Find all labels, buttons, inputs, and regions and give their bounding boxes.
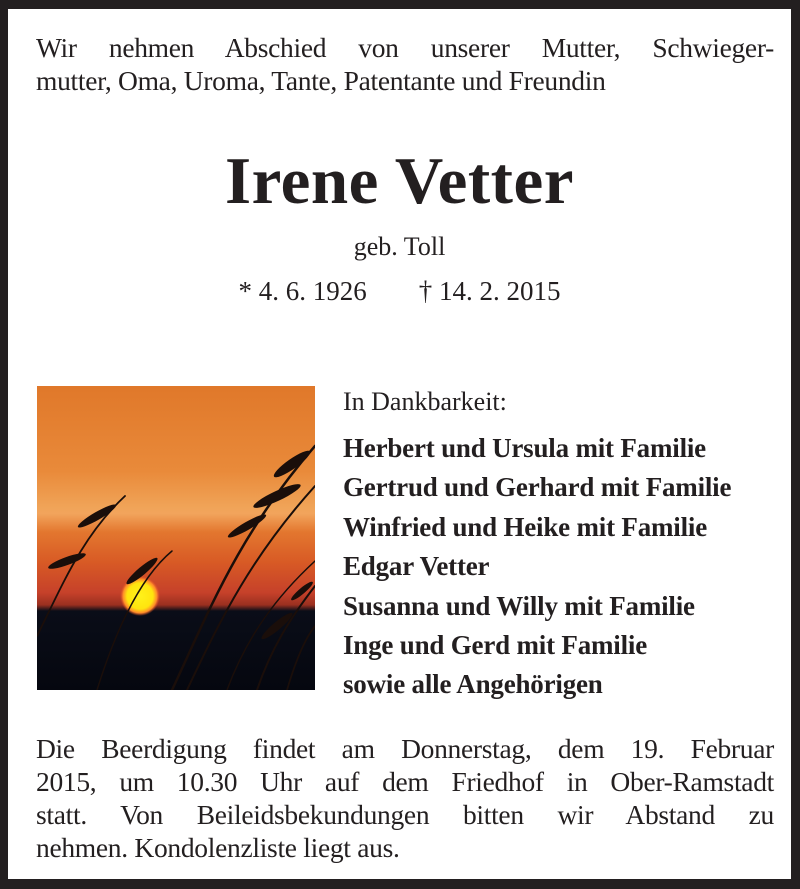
- funeral-details: [36, 732, 774, 864]
- mourner-entry: Edgar Vetter: [343, 551, 490, 582]
- funeral-line: statt. Von Beileidsbekundungen bitten wir Abstand zu: [36, 799, 774, 830]
- mourner-entry: Susanna und Willy mit Familie: [343, 590, 695, 621]
- mourner-entry: Gertrud und Gerhard mit Familie: [343, 472, 732, 503]
- mourner-entry: Herbert und Ursula mit Familie: [343, 433, 706, 463]
- sunset-photo: [37, 386, 315, 690]
- birth-date: * 4. 6. 1926: [238, 276, 367, 306]
- funeral-line: 2015, um 10.30 Uhr auf dem Friedhof in Ober-Ramstadt: [36, 766, 774, 797]
- mourner-entry: Winfried und Heike mit Familie: [343, 511, 707, 542]
- grass-silhouettes: [37, 446, 315, 690]
- grass-seedheads: [47, 447, 315, 642]
- mourner-entry: sowie alle Angehörigen: [343, 669, 603, 700]
- deceased-name: Irene Vetter: [225, 144, 574, 218]
- birth-name: geb. Toll: [353, 232, 446, 261]
- mourners-block: [343, 385, 783, 705]
- life-dates: [8, 274, 791, 308]
- funeral-line: nehmen. Kondolenzliste liegt aus.: [36, 832, 400, 863]
- mourner-entry: Inge und Gerd mit Familie: [343, 630, 647, 661]
- thanks-label: In Dankbarkeit:: [343, 387, 507, 416]
- sun-icon: [120, 576, 160, 616]
- sunset-grass-illustration: [37, 386, 315, 690]
- death-date: † 14. 2. 2015: [418, 276, 561, 306]
- obituary-notice: [8, 9, 791, 879]
- mourners-list: [343, 429, 783, 705]
- funeral-line: Die Beerdigung findet am Donnerstag, dem 19. Februar: [36, 733, 774, 764]
- farewell-intro: [36, 31, 774, 97]
- intro-line: Wir nehmen Abschied von unserer Mutter, Schwieger-: [36, 32, 774, 63]
- intro-line: mutter, Oma, Uroma, Tante, Patentante und Freundin: [36, 65, 606, 96]
